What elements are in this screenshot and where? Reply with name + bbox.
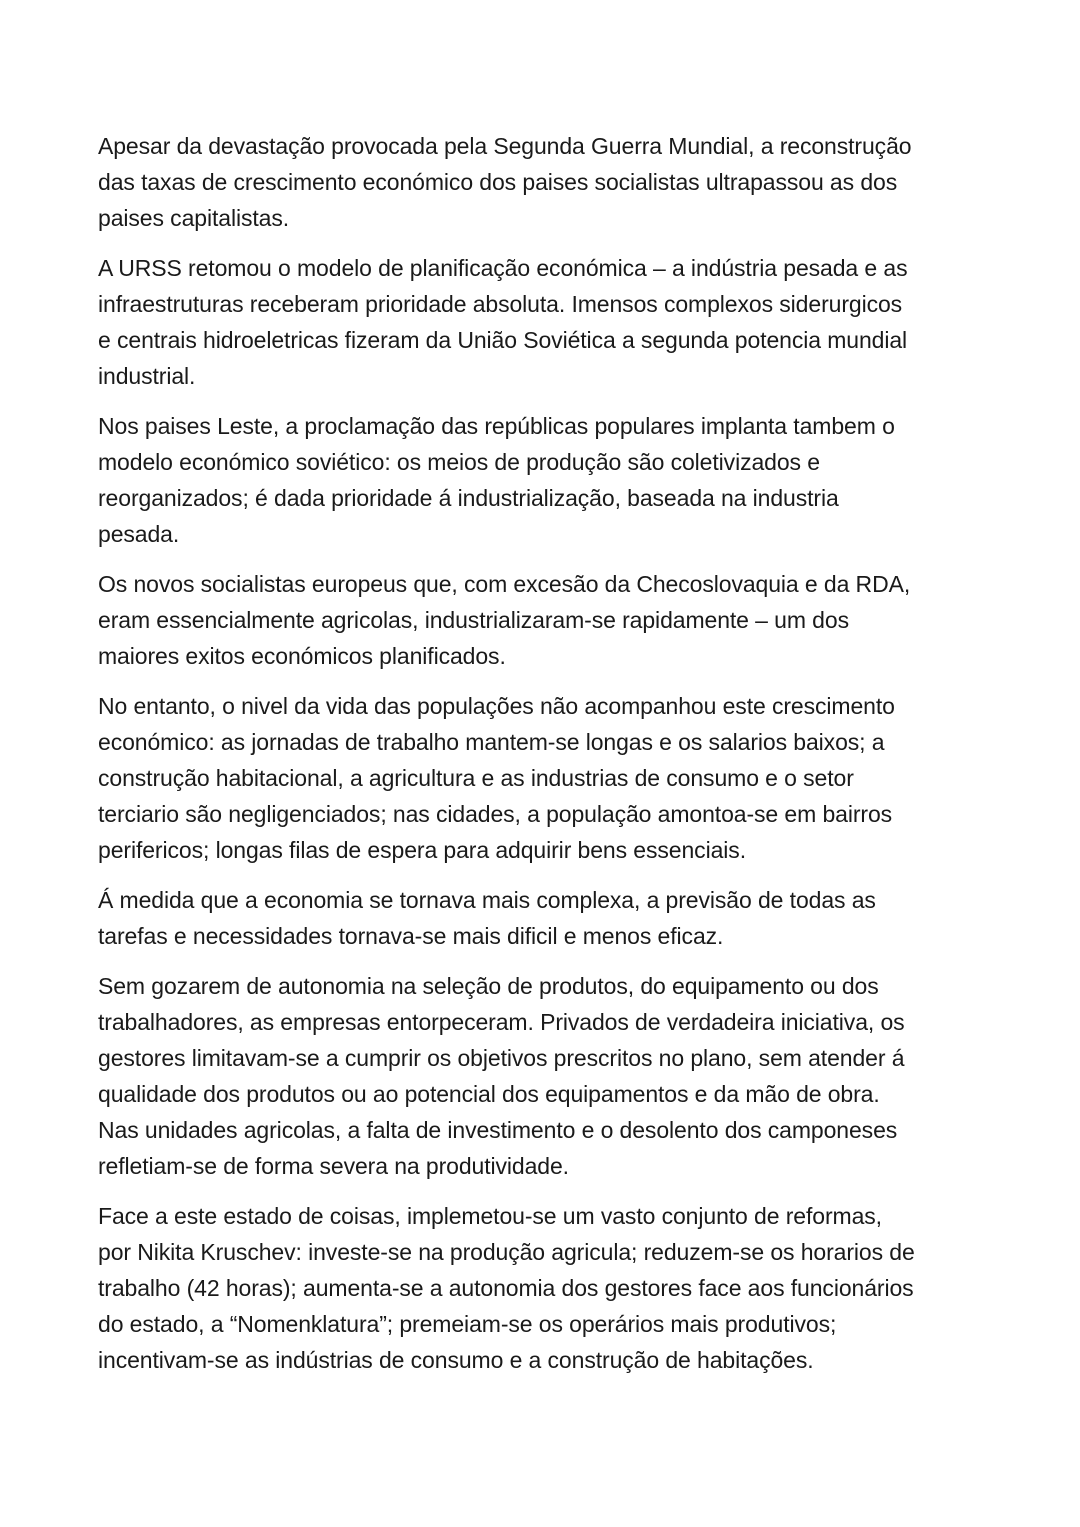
- text-line: modelo económico soviético: os meios de produção são coletivizados e: [98, 449, 820, 475]
- text-line: infraestruturas receberam prioridade absoluta. Imensos complexos siderurgicos: [98, 291, 903, 317]
- text-line: refletiam-se de forma severa na produtividade.: [98, 1153, 569, 1179]
- document-page: [98, 128, 998, 1392]
- text-line: tarefas e necessidades tornava-se mais dificil e menos eficaz.: [98, 923, 724, 949]
- paragraph-4: [98, 566, 998, 674]
- text-line: Nos paises Leste, a proclamação das repúblicas populares implanta tambem o: [98, 413, 895, 439]
- text-line: reorganizados; é dada prioridade á industrialização, baseada na industria: [98, 485, 839, 511]
- text-line: Os novos socialistas europeus que, com excesão da Checoslovaquia e da RDA,: [98, 571, 911, 597]
- text-line: Face a este estado de coisas, implemetou-se um vasto conjunto de reformas,: [98, 1203, 882, 1229]
- text-line: económico: as jornadas de trabalho mantem-se longas e os salarios baixos; a: [98, 729, 885, 755]
- text-line: Apesar da devastação provocada pela Segunda Guerra Mundial, a reconstrução: [98, 133, 912, 159]
- text-line: por Nikita Kruschev: investe-se na produção agricula; reduzem-se os horarios de: [98, 1239, 915, 1265]
- text-line: gestores limitavam-se a cumprir os objetivos prescritos no plano, sem atender á: [98, 1045, 905, 1071]
- text-line: das taxas de crescimento económico dos paises socialistas ultrapassou as dos: [98, 169, 898, 195]
- text-line: industrial.: [98, 363, 196, 389]
- text-line: Nas unidades agricolas, a falta de investimento e o desolento dos camponeses: [98, 1117, 898, 1143]
- text-line: trabalhadores, as empresas entorpeceram. Privados de verdadeira iniciativa, os: [98, 1009, 905, 1035]
- text-line: eram essencialmente agricolas, industrializaram-se rapidamente – um dos: [98, 607, 849, 633]
- text-line: construção habitacional, a agricultura e as industrias de consumo e o setor: [98, 765, 854, 791]
- text-line: do estado, a “Nomenklatura”; premeiam-se os operários mais produtivos;: [98, 1311, 837, 1337]
- text-line: A URSS retomou o modelo de planificação económica – a indústria pesada e as: [98, 255, 908, 281]
- text-line: Á medida que a economia se tornava mais complexa, a previsão de todas as: [98, 887, 876, 913]
- text-line: Sem gozarem de autonomia na seleção de produtos, do equipamento ou dos: [98, 973, 879, 999]
- text-line: terciario são negligenciados; nas cidades, a população amontoa-se em bairros: [98, 801, 893, 827]
- text-line: maiores exitos económicos planificados.: [98, 643, 506, 669]
- paragraph-2: [98, 250, 998, 394]
- text-line: qualidade dos produtos ou ao potencial dos equipamentos e da mão de obra.: [98, 1081, 880, 1107]
- text-line: e centrais hidroeletricas fizeram da União Soviética a segunda potencia mundial: [98, 327, 908, 353]
- paragraph-5: [98, 688, 998, 868]
- paragraph-3: [98, 408, 998, 552]
- text-line: incentivam-se as indústrias de consumo e a construção de habitações.: [98, 1347, 814, 1373]
- text-line: paises capitalistas.: [98, 205, 290, 231]
- paragraph-7: [98, 968, 998, 1184]
- text-line: perifericos; longas filas de espera para adquirir bens essenciais.: [98, 837, 746, 863]
- paragraph-1: [98, 128, 998, 236]
- paragraph-6: [98, 882, 998, 954]
- text-line: pesada.: [98, 521, 180, 547]
- text-line: No entanto, o nivel da vida das populações não acompanhou este crescimento: [98, 693, 895, 719]
- paragraph-8: [98, 1198, 998, 1378]
- text-line: trabalho (42 horas); aumenta-se a autonomia dos gestores face aos funcionários: [98, 1275, 914, 1301]
